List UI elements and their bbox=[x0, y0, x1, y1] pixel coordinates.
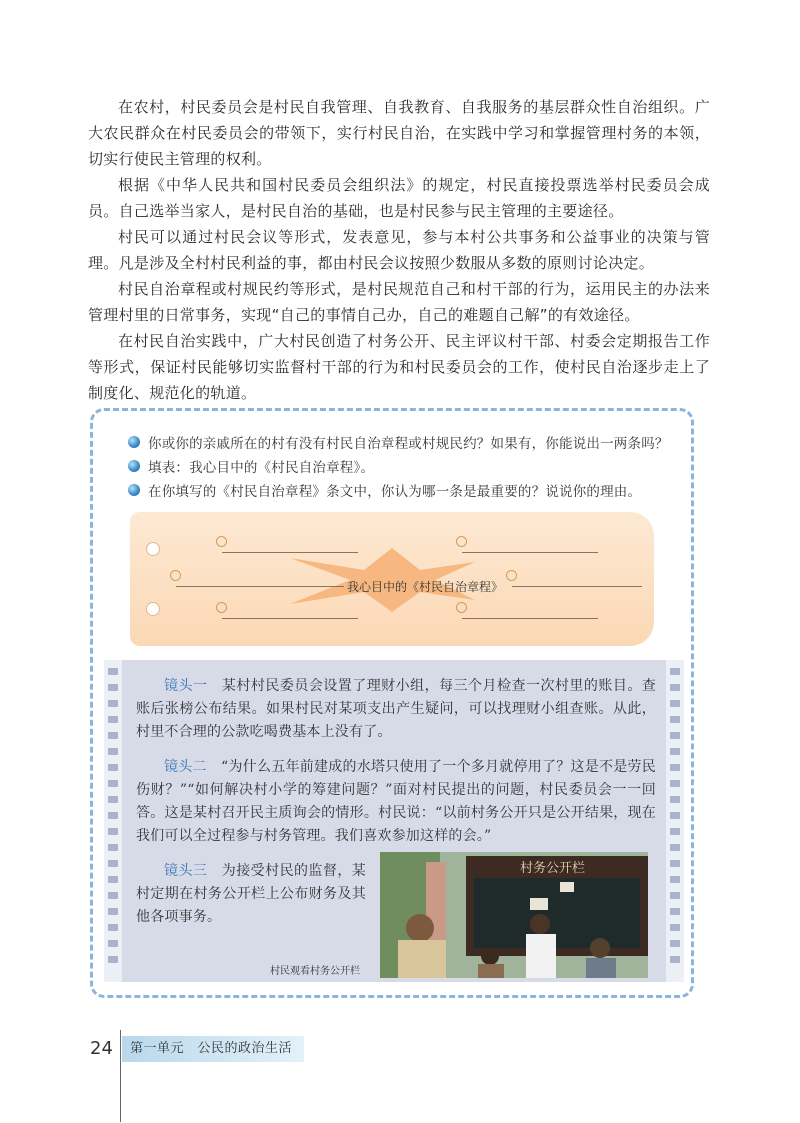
question-1 bbox=[128, 432, 669, 452]
question-3 bbox=[128, 480, 641, 500]
question-1-text: 你或你的亲戚所在的村有没有村民自治章程或村规民约？如果有，你能说出一两条吗？ bbox=[148, 436, 669, 452]
body-paragraph-2: 根据《中华人民共和国村民委员会组织法》的规定，村民直接投票选举村民委员会成员。自己选举当家人，是村民自治的基础，也是村民参与民主管理的主要途径。 bbox=[88, 176, 710, 220]
bullet-icon bbox=[128, 460, 140, 472]
blank-line[interactable] bbox=[462, 552, 598, 553]
card-center-label: 我心目中的《村民自治章程》 bbox=[346, 580, 503, 594]
lens-2 bbox=[136, 756, 656, 848]
lens-1-text: 某村村民委员会设置了理财小组，每三个月检查一次村里的账目。查账后张榜公布结果。如果村民对某项支出产生疑问，可以找理财小组查账。从此，村里不合理的公款吃喝费基本上没有了。 bbox=[136, 678, 656, 740]
photo-board-title: 村务公开栏 bbox=[520, 861, 586, 876]
bullet-icon bbox=[128, 436, 140, 448]
ring-icon bbox=[170, 570, 181, 581]
photo-caption: 村民观看村务公开栏 bbox=[270, 966, 360, 977]
lens-1 bbox=[136, 675, 656, 744]
blank-line[interactable] bbox=[222, 618, 358, 619]
lens-3-text: 为接受村民的监督，某村定期在村务公开栏上公布财务及其他各项事务。 bbox=[136, 863, 367, 925]
unit-title: 第一单元 公民的政治生活 bbox=[122, 1036, 304, 1062]
body-paragraph-1: 在农村，村民委员会是村民自我管理、自我教育、自我服务的基层群众性自治组织。广大农民群众在村民委员会的带领下，实行村民自治，在实践中学习和掌握管理村务的本领，切实行使民主管理的权利。 bbox=[88, 98, 710, 168]
film-strip-right bbox=[666, 660, 684, 982]
lens-3-label: 镜头三 bbox=[164, 863, 208, 879]
footer-divider bbox=[120, 1030, 121, 1122]
page-number: 24 bbox=[90, 1038, 113, 1059]
question-2 bbox=[128, 456, 374, 476]
village-affairs-board-photo bbox=[380, 852, 648, 978]
body-paragraph-3: 村民可以通过村民会议等形式，发表意见，参与本村公共事务和公益事业的决策与管理。凡是涉及全村村民利益的事，都由村民会议按照少数服从多数的原则讨论决定。 bbox=[88, 228, 710, 272]
lens-3 bbox=[136, 860, 366, 929]
lens-1-label: 镜头一 bbox=[164, 678, 208, 694]
question-2-text: 填表：我心目中的《村民自治章程》。 bbox=[148, 460, 375, 476]
lens-2-text: “为什么五年前建成的水塔只使用了一个多月就停用了？这是不是劳民伤财？”“如何解决村小学的筹建问题？”面对村民提出的问题，村民委员会一一回答。这是某村召开民主质询会的情形。村民说：“以前村务公开只是公开结果，现在我们可以全过程参与村务管理。我们喜欢参加这样的会。” bbox=[136, 759, 656, 844]
blank-line[interactable] bbox=[512, 586, 642, 587]
ring-icon bbox=[456, 602, 467, 613]
photo-illustration bbox=[380, 852, 648, 978]
body-paragraph-4: 村民自治章程或村规民约等形式，是村民规范自己和村干部的行为，运用民主的办法来管理村里的日常事务，实现“自己的事情自己办，自己的难题自己解”的有效途径。 bbox=[88, 280, 710, 324]
blank-line[interactable] bbox=[176, 586, 344, 587]
ring-icon bbox=[216, 536, 227, 547]
ring-icon bbox=[216, 602, 227, 613]
question-3-text: 在你填写的《村民自治章程》条文中，你认为哪一条是最重要的？说说你的理由。 bbox=[148, 484, 642, 500]
ring-icon bbox=[456, 536, 467, 547]
body-paragraph-5: 在村民自治实践中，广大村民创造了村务公开、民主评议村干部、村委会定期报告工作等形式，保证村民能够切实监督村干部的行为和村民委员会的工作，使村民自治逐步走上了制度化、规范化的轨道。 bbox=[88, 332, 710, 402]
blank-line[interactable] bbox=[462, 618, 598, 619]
blank-line[interactable] bbox=[222, 552, 358, 553]
lens-2-label: 镜头二 bbox=[164, 759, 207, 775]
film-strip-left bbox=[104, 660, 122, 982]
bullet-icon bbox=[128, 484, 140, 496]
